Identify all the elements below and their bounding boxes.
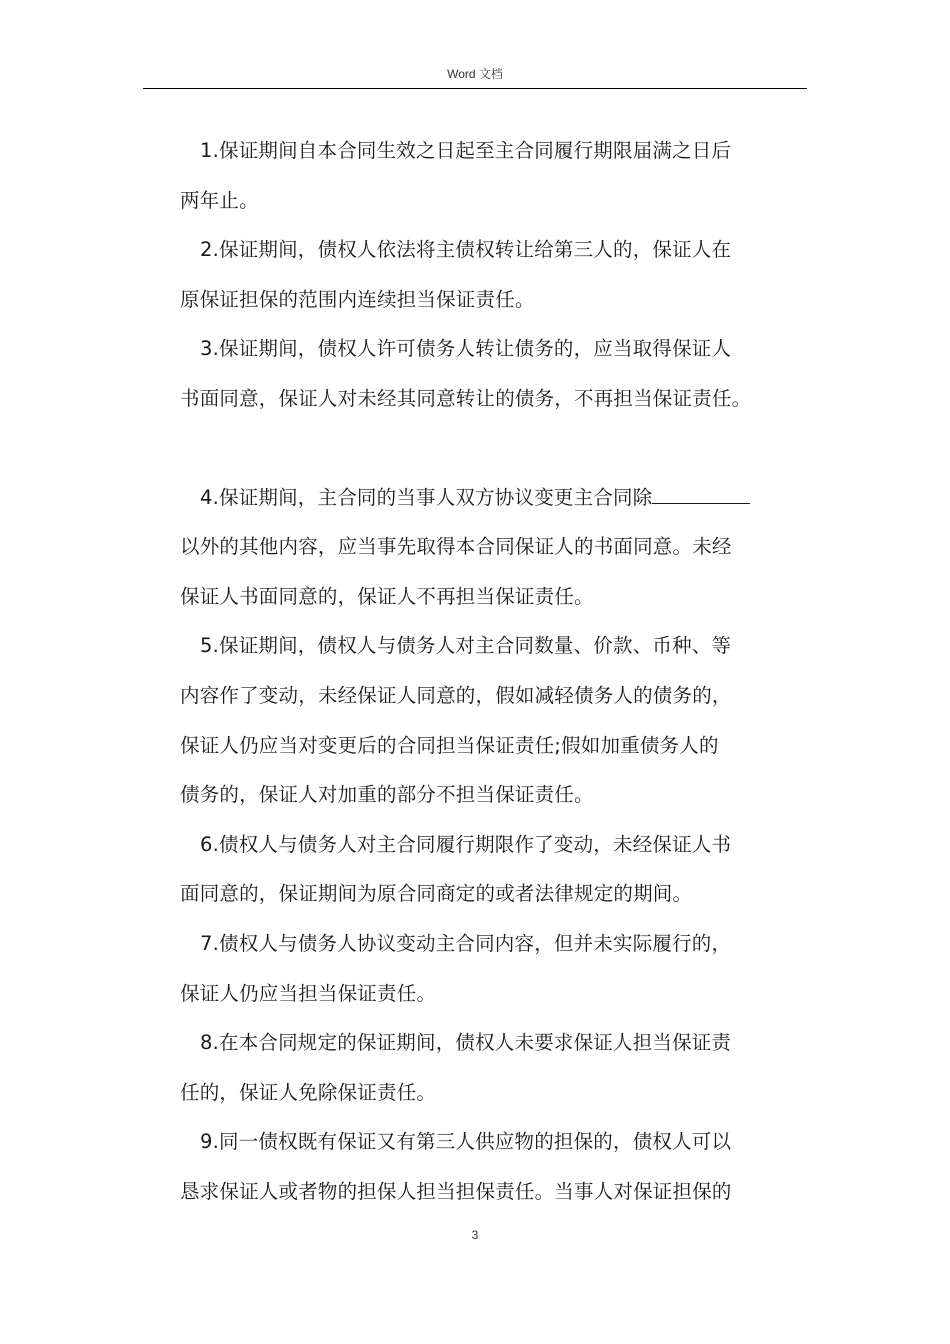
paragraph-line: 8.在本合同规定的保证期间，债权人未要求保证人担当保证责 [200, 1031, 732, 1055]
paragraph-line: 1.保证期间自本合同生效之日起至主合同履行期限届满之日后 [200, 139, 732, 162]
paragraph-line: 恳求保证人或者物的担保人担当担保责任。当事人对保证担保的 [180, 1179, 732, 1203]
document-body [180, 126, 810, 1216]
paragraph-line: 4.保证期间，主合同的当事人双方协议变更主合同除 [180, 473, 810, 523]
header-title: Word 文档 [447, 67, 503, 81]
paragraph-line: 原保证担保的范围内连续担当保证责任。 [180, 287, 535, 311]
paragraph-line: 9.同一债权既有保证又有第三人供应物的担保的，债权人可以 [200, 1130, 732, 1154]
paragraph-line: 保证人书面同意的，保证人不再担当保证责任。 [180, 584, 594, 608]
paragraph-line: 面同意的，保证期间为原合同商定的或者法律规定的期间。 [180, 882, 693, 906]
paragraph-line: 5.保证期间，债权人与债务人对主合同数量、价款、币种、等 [200, 634, 732, 658]
fill-in-blank[interactable] [652, 483, 750, 504]
paragraph-line: 债务的，保证人对加重的部分不担当保证责任。 [180, 783, 594, 807]
paragraph-gap [180, 424, 810, 473]
paragraph-line: 6.债权人与债务人对主合同履行期限作了变动，未经保证人书 [200, 832, 732, 856]
paragraph-line: 以外的其他内容，应当事先取得本合同保证人的书面同意。未经 [180, 535, 732, 559]
paragraph-line: 保证人仍应当担当保证责任。 [180, 981, 437, 1005]
header-divider [143, 88, 807, 89]
page-header [0, 64, 950, 84]
paragraph-line: 书面同意，保证人对未经其同意转让的债务，不再担当保证责任。 [180, 386, 752, 410]
paragraph-line: 任的，保证人免除保证责任。 [180, 1080, 437, 1104]
page-number-value: 3 [471, 1228, 479, 1242]
paragraph-line: 两年止。 [180, 188, 259, 212]
page-number [0, 1228, 950, 1242]
paragraph-line: 内容作了变动，未经保证人同意的，假如减轻债务人的债务的， [180, 683, 732, 707]
paragraph-line: 3.保证期间，债权人许可债务人转让债务的，应当取得保证人 [200, 337, 732, 361]
paragraph-line: 保证人仍应当对变更后的合同担当保证责任;假如加重债务人的 [180, 733, 719, 757]
paragraph-line: 7.债权人与债务人协议变动主合同内容，但并未实际履行的， [200, 931, 732, 955]
paragraph-line: 2.保证期间，债权人依法将主债权转让给第三人的，保证人在 [200, 238, 732, 262]
